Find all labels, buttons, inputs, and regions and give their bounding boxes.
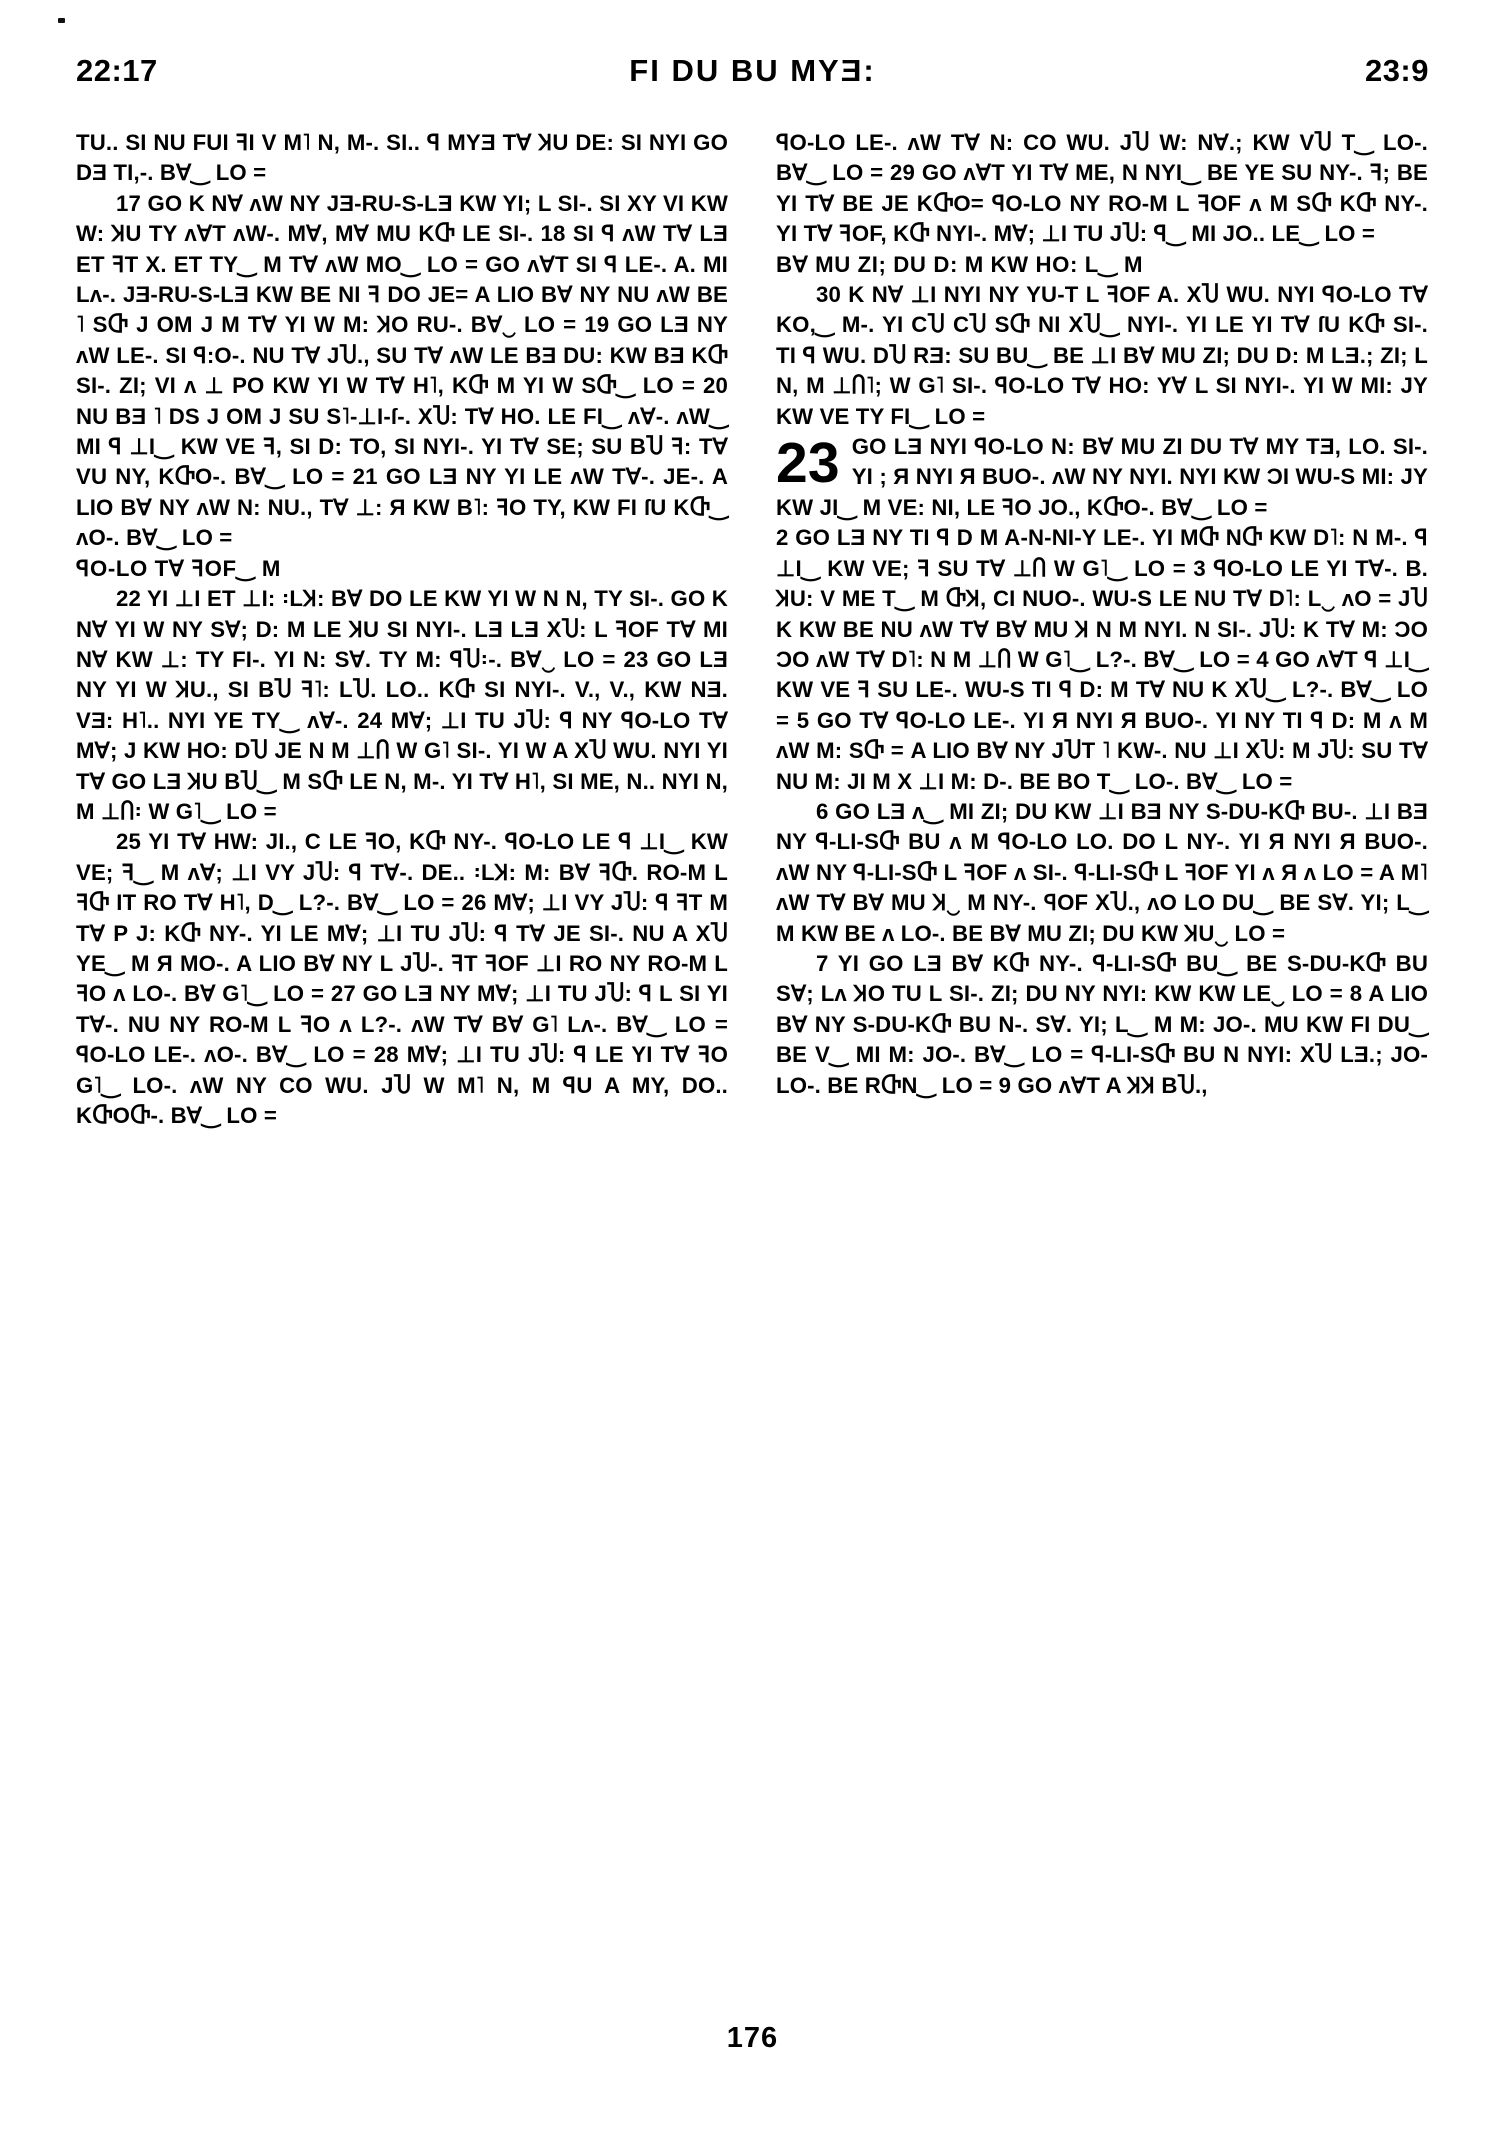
paragraph: 22 YI ⊥I ET ⊥I: ꞉LꞰ: B∀ DO LE KW YI W N N, TY SI-. GO K N∀ YI W NY S∀; D: M LE ꞰU SI NYI-. LƎ LƎ XႮ: L ꟻOF T∀ MI N∀ KW ⊥: TY FI-. YI N: S∀. TY M: ꟼႮ꞉-. B∀‿ LO = 23 GO LƎ NY YI W ꞰU., SI BႮ ꟻ˥: LႮ. LO.. KႧ SI NYI-. V., V., KW NƎ. VƎ: H˥.. NYI YE TY‿ ᴧ∀-. 24 M∀; ⊥I TU JႮ: ꟼ NY ꟼO-LO T∀ M∀; J KW HO: DႮ JE N M ⊥Ⴖ W G˥ SI-. YI W A XႮ WU. NYI YI T∀ GO LƎ ꞰU BႮ‿ M SႧ LE N, M-. YI T∀ H˥, SI ME, N.. NYI N, M ⊥Ⴖ꞉ W G˥‿ LO = (76, 586, 728, 824)
paragraph: 25 YI T∀ HW: JI., C LE ꟻO, KႧ NY-. ꟼO-LO LE ꟼ ⊥I‿ KW VE; ꟻ‿ M ᴧ∀; ⊥I VY JႮ: ꟼ T∀-. DE.. ꞉LꞰ: M: B∀ ꟻႧ. RO-M L ꟻႧ IT RO T∀ H˥, D‿ L?-. B∀‿ LO = 26 M∀; ⊥I VY JႮ: ꟼ ꟻT M T∀ P J: KႧ NY-. YI LE M∀; ⊥I TU JႮ: ꟼ T∀ JE SI-. NU A XႮ YE‿ M Я MO-. A LIO B∀ NY L JႮ-. ꟻT ꟻOF ⊥I RO NY RO-M L ꟻO ᴧ LO-. B∀ G˥‿ LO = 27 GO LƎ NY M∀; ⊥I TU JႮ: ꟼ L SI YI T∀-. NU NY RO-M L ꟻO ᴧ L?-. ᴧW T∀ B∀ G˥ Lᴧ-. B∀‿ LO = ꟼO-LO LE-. ᴧO-. B∀‿ LO = 28 M∀; ⊥I TU JႮ: ꟼ LE YI T∀ ꟻO G˥‿ LO-. ᴧW NY CO WU. JႮ W M˥ N, M ꟼU A MY, DO.. KႧOႧ-. B∀‿ LO = (76, 829, 728, 1128)
header-left-verse-ref: 22:17 (76, 53, 158, 88)
two-column-body (76, 128, 1429, 1131)
section-subheading: B∀ MU ZI; DU D: M KW HO: L‿ M (776, 251, 1144, 277)
chapter-opening-block (776, 432, 1428, 523)
paragraph: ꟼO-LO LE-. ᴧW T∀ N: CO WU. JႮ W: N∀.; KW VႮ T‿ LO-. B∀‿ LO = 29 GO ᴧ∀T YI T∀ ME, N NYI‿ BE YE SU NY-. ꟻ; BE YI T∀ BE JE KႧO= ꟼO-LO NY RO-M L ꟻOF ᴧ M SႧ KႧ NY-. YI T∀ ꟻOF, KႧ NYI-. M∀; ⊥I TU JႮ: ꟼ‿ MI JO.. LE‿ LO = (776, 130, 1428, 247)
page-number: 176 (726, 2022, 779, 2054)
header-right-verse-ref: 23:9 (1364, 53, 1429, 88)
section-subheading: ꟼO-LO T∀ ꟻOF‿ M (76, 555, 281, 581)
paragraph: 7 YI GO LƎ B∀ KႧ NY-. ꟼ-LI-SႧ BU‿ BE S-DU-KႧ BU S∀; Lᴧ ꞰO TU L SI-. ZI; DU NY NYI: KW KW LE‿ LO = 8 A LIO B∀ NY S-DU-KႧ BU N-. S∀. YI; L‿ M M: JO-. MU KW FI DU‿ BE V‿ MI M: JO-. B∀‿ LO = ꟼ-LI-SႧ BU N NYI: XႮ LƎ.; JO-LO-. BE RႧN‿ LO = 9 GO ᴧ∀T A ꞰꞰ BႮ., (776, 950, 1428, 1098)
header-book-title: FI DU BU MYƎ: (629, 53, 876, 88)
paragraph: 2 GO LƎ NY TI ꟼ D M A-N-NI-Y LE-. YI MႧ NႧ KW D˥: N M-. ꟼ ⊥I‿ KW VE; ꟻ SU T∀ ⊥Ⴖ W G˥‿ LO = 3 ꟼO-LO LE YI T∀-. B. ꞰU: V ME T‿ M ႧꞰ, CI NUO-. WU-S LE NU T∀ D˥: L‿ ᴧO = JႮ K KW BE NU ᴧW T∀ B∀ MU Ʞ N M NYI. N SI-. JႮ: K T∀ M: ƆO ƆO ᴧW T∀ D˥: N M ⊥Ⴖ W G˥‿ L?-. B∀‿ LO = 4 GO ᴧ∀T ꟼ ⊥I‿ KW VE ꟻ SU LE-. WU-S TI ꟼ D: M T∀ NU K XႮ‿ L?-. B∀‿ LO = 5 GO T∀ ꟼO-LO LE-. YI Я NYI Я BUO-. YI NY TI ꟼ D: M ᴧ M ᴧW M: SႧ = A LIO B∀ NY JႮT ˥ KW-. NU ⊥I XႮ: M JႮ: SU T∀ NU M: JI M X ⊥I M: D-. BE BO T‿ LO-. B∀‿ LO = (776, 525, 1428, 794)
chapter-number: 23 (776, 431, 840, 496)
paragraph: 6 GO LƎ ᴧ‿ MI ZI; DU KW ⊥I BƎ NY S-DU-KႧ BU-. ⊥I BƎ NY ꟼ-LI-SႧ BU ᴧ M ꟼO-LO LO. DO L NY-. YI Я NYI Я BUO-. ᴧW NY ꟼ-LI-SႧ L ꟻOF ᴧ SI-. ꟼ-LI-SႧ L ꟻOF YI ᴧ Я ᴧ LO = A M˥ ᴧW T∀ B∀ MU Ʞ‿ M NY-. ꟼOF XႮ., ᴧO LO DU‿ BE S∀. YI; L‿ M KW BE ᴧ LO-. BE B∀ MU ZI; DU KW ꞰU‿ LO = (776, 798, 1428, 946)
paragraph: 30 K N∀ ⊥I NYI NY YU-T L ꟻOF A. XႮ WU. NYI ꟼO-LO T∀ KO,‿ M-. YI CႮ CႮ SႧ NI XႮ‿ NYI-. YI LE YI T∀ ſU KႧ SI-. TI ꟼ WU. DႮ RƎ: SU BU‿ BE ⊥I B∀ MU ZI; DU D: M LƎ.; ZI; L N, M ⊥Ⴖ˥; W G˥ SI-. ꟼO-LO T∀ HO: Y∀ L SI NYI-. YI W MI: JY KW VE TY FI‿ LO = (776, 282, 1428, 429)
right-text-column (776, 128, 1428, 1131)
paragraph: GO LƎ NYI ꟼO-LO N: B∀ MU ZI DU T∀ MY TƎ, LO. SI-. YI ; Я NYI Я BUO-. ᴧW NY NYI. NYI KW ƆI WU-S MI: JY KW JI‿ M VE: NI, LE ꟻO JO., KႧO-. B∀‿ LO = (776, 434, 1428, 520)
paragraph: TU.. SI NU FUI ꟻI V M˥ N, M-. SI.. ꟼ MYƎ T∀ ꞰU DE: SI NYI GO DƎ TI,-. B∀‿ LO = (76, 130, 728, 186)
left-text-column (76, 128, 728, 1131)
page-header (76, 48, 1429, 94)
scan-artifact-speck (58, 18, 65, 23)
paragraph: 17 GO K N∀ ᴧW NY JƎ-RU-S-LƎ KW YI; L SI-. SI XY VI KW W: ꞰU TY ᴧ∀T ᴧW-. M∀, M∀ MU KႧ LE SI-. 18 SI ꟼ ᴧW T∀ LƎ ET ꟻT X. ET TY‿ M T∀ ᴧW MO‿ LO = GO ᴧ∀T SI ꟼ LE-. A. MI Lᴧ-. JƎ-RU-S-LƎ KW BE NI ꟻ DO JE= A LIO B∀ NY NU ᴧW BE ˥ SႧ J OM J M T∀ YI W M: ꞰO RU-. B∀‿ LO = 19 GO LƎ NY ᴧW LE-. SI ꟼ:O-. NU T∀ JႮ., SU T∀ ᴧW LE BƎ DU: KW BƎ KႧ SI-. ZI; VI ᴧ ⊥ PO KW YI W T∀ H˥, KႧ M YI W SႧ‿ LO = 20 NU BƎ ˥ DS J OM J SU S˥-⊥I-ſ-. XႮ: T∀ HO. LE FI‿ ᴧ∀-. ᴧW‿ MI ꟼ ⊥I‿ KW VE ꟻ, SI D: TO, SI NYI-. YI T∀ SE; SU BႮ ꟻ: T∀ VU NY, KႧO-. B∀‿ LO = 21 GO LƎ NY YI LE ᴧW T∀-. JE-. A LIO B∀ NY ᴧW N: NU., T∀ ⊥: Я KW B˥: ꟻO TY, KW FI ſU KႧ‿ ᴧO-. B∀‿ LO = (76, 190, 728, 551)
